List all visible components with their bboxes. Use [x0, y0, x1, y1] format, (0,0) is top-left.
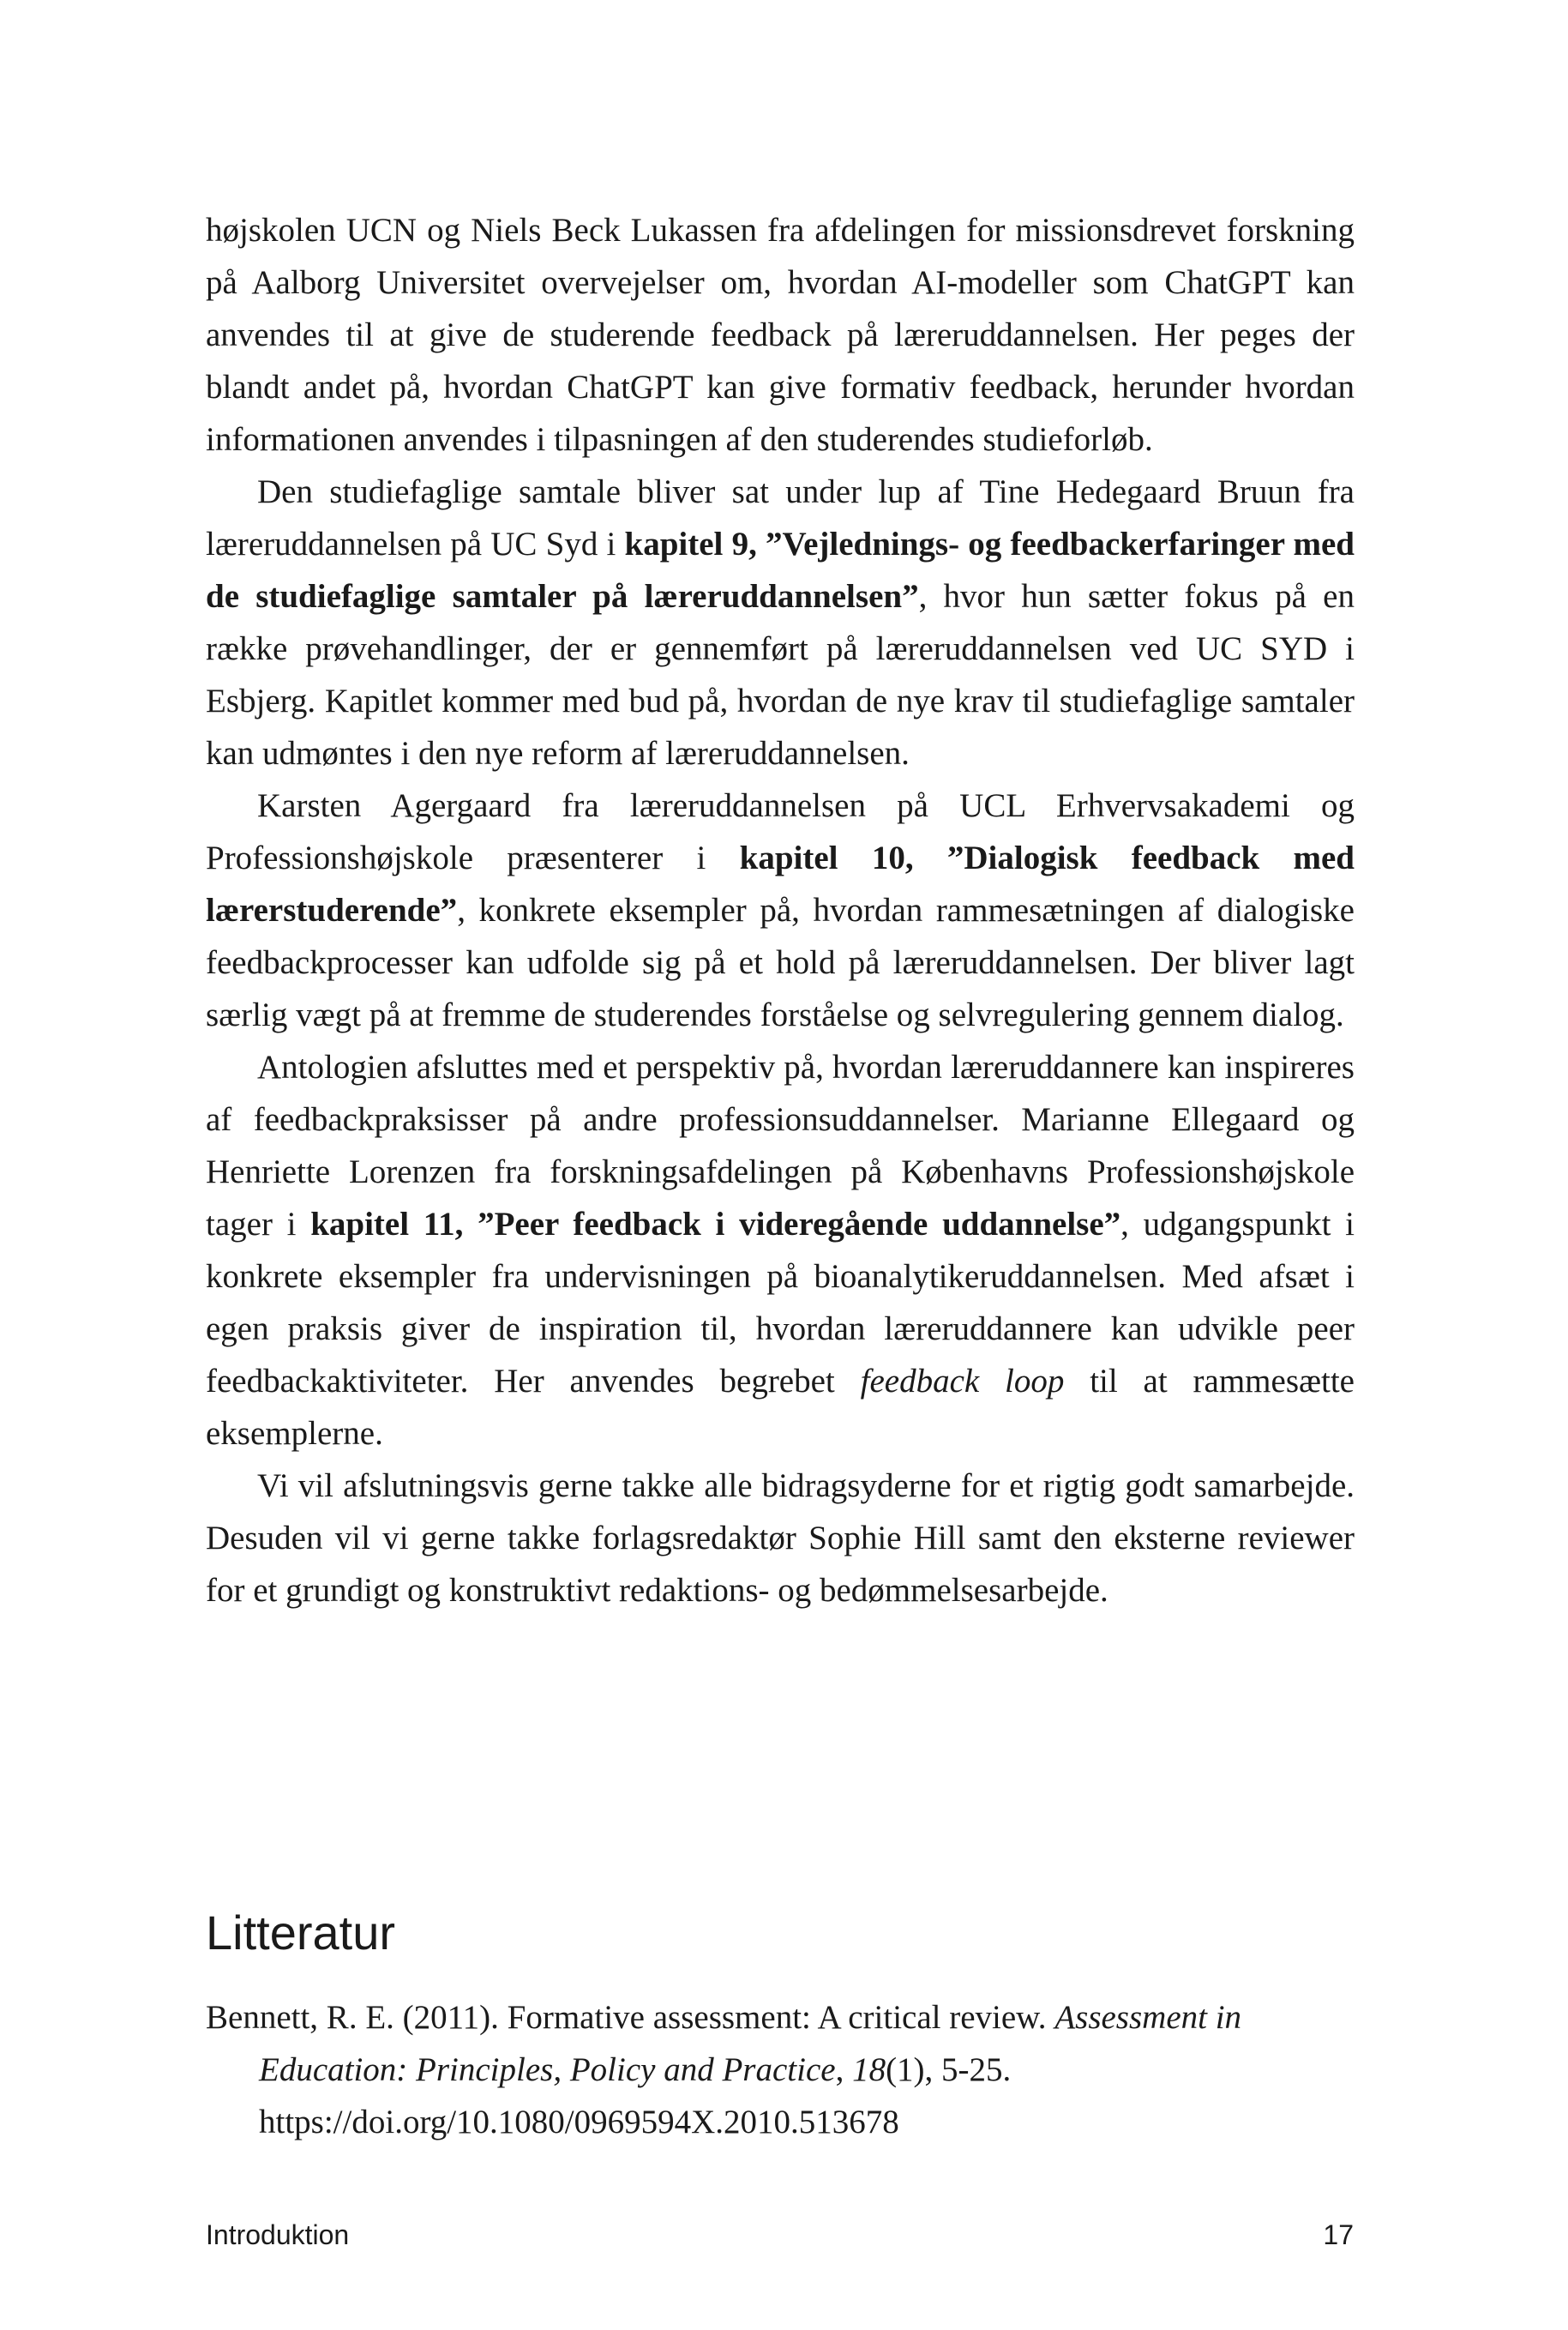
paragraph-3-text-a: Karsten Agergaard fra læreruddannelsen på UCL Erhvervsakademi og Professionshøjskole præsenterer i: [206, 787, 1355, 876]
chapter-9-title: kapitel 9, ”Vejlednings- og feedbackerfaringer med de studiefaglige samtaler på læreruddannelsen”: [206, 526, 1355, 615]
chapter-11-title: kapitel 11, ”Peer feedback i videregående uddannelse”: [310, 1206, 1121, 1243]
reference-journal-part1: Assessment in: [1054, 1999, 1242, 2036]
paragraph-4: [206, 1041, 1355, 1460]
paragraph-4-text-a: Antologien afsluttes med et perspektiv på, hvordan læreruddannere kan inspireres af feedbackpraksisser på andre professionsuddannelser. Marianne Ellegaard og Henriette Lorenzen fra forskningsafdelingen på Københavns Professionshøjskole tager i: [206, 1049, 1355, 1243]
paragraph-4-text-e: til at rammesætte eksemplerne.: [206, 1363, 1355, 1452]
reference-volume: 18: [852, 2051, 886, 2088]
paragraph-5: Vi vil afslutningsvis gerne takke alle bidragsyderne for et rigtig godt samarbejde. Desuden vil vi gerne takke forlagsredaktør Sophie Hill samt den eksterne reviewer for et grundigt og konstruktivt redaktions- og bedømmelsesarbejde.: [206, 1467, 1355, 1609]
paragraph-3-text-c: , konkrete eksempler på, hvordan rammesætningen af dialogiske feedbackprocesser kan udfolde sig på et hold på læreruddannelsen. Der bliver lagt særlig vægt på at fremme de studerendes forståelse og selvregulering gennem dialog.: [206, 892, 1355, 1033]
reference-pages: (1), 5-25.: [886, 2051, 1012, 2088]
reference-comma: ,: [835, 2051, 853, 2088]
paragraph-2-text-c: , hvor hun sætter fokus på en række prøvehandlinger, der er gennemført på læreruddannelsen ved UC SYD i Esbjerg. Kapitlet kommer med bud på, hvordan de nye krav til studiefaglige samtaler kan udmøntes i den nye reform af læreruddannelsen.: [206, 578, 1355, 772]
footer-chapter-name: Introduktion: [206, 2219, 350, 2250]
body-text: [206, 204, 1355, 1617]
reference-doi[interactable]: https://doi.org/10.1080/0969594X.2010.513678: [259, 2104, 899, 2140]
reference-line-1: [206, 1991, 1355, 2044]
paragraph-3: [206, 780, 1355, 1041]
reference-journal-part2: Education: Principles, Policy and Practice: [259, 2051, 836, 2088]
chapter-10-title: kapitel 10, ”Dialogisk feedback med lærerstuderende”: [206, 840, 1355, 929]
feedback-loop-term: feedback loop: [860, 1363, 1065, 1400]
paragraph-1: højskolen UCN og Niels Beck Lukassen fra afdelingen for missionsdrevet forskning på Aalborg Universitet overvejelser om, hvordan AI-modeller som ChatGPT kan anvendes til at give de studerende feedback på læreruddannelsen. Her peges der blandt andet på, hvordan ChatGPT kan give formativ feedback, herunder hvordan informationen anvendes i tilpasningen af den studerendes studieforløb.: [206, 212, 1355, 458]
reference-entry: [206, 1991, 1355, 2148]
paragraph-2: [206, 466, 1355, 780]
reference-line-2: [206, 2044, 1355, 2096]
reference-authors: Bennett, R. E. (2011). Formative assessment: A critical review.: [206, 1999, 1055, 2036]
paragraph-2-text-a: Den studiefaglige samtale bliver sat under lup af Tine Hedegaard Bruun fra læreruddannelsen på UC Syd i: [206, 473, 1355, 563]
section-title: Litteratur: [206, 1906, 395, 1960]
paragraph-4-text-c: , udgangspunkt i konkrete eksempler fra undervisningen på bioanalytikeruddannelsen. Med afsæt i egen praksis giver de inspiration til, hvordan læreruddannere kan udvikle peer feedbackaktiviteter. Her anvendes begrebet: [206, 1206, 1355, 1400]
page-number: 17: [1323, 2219, 1354, 2250]
